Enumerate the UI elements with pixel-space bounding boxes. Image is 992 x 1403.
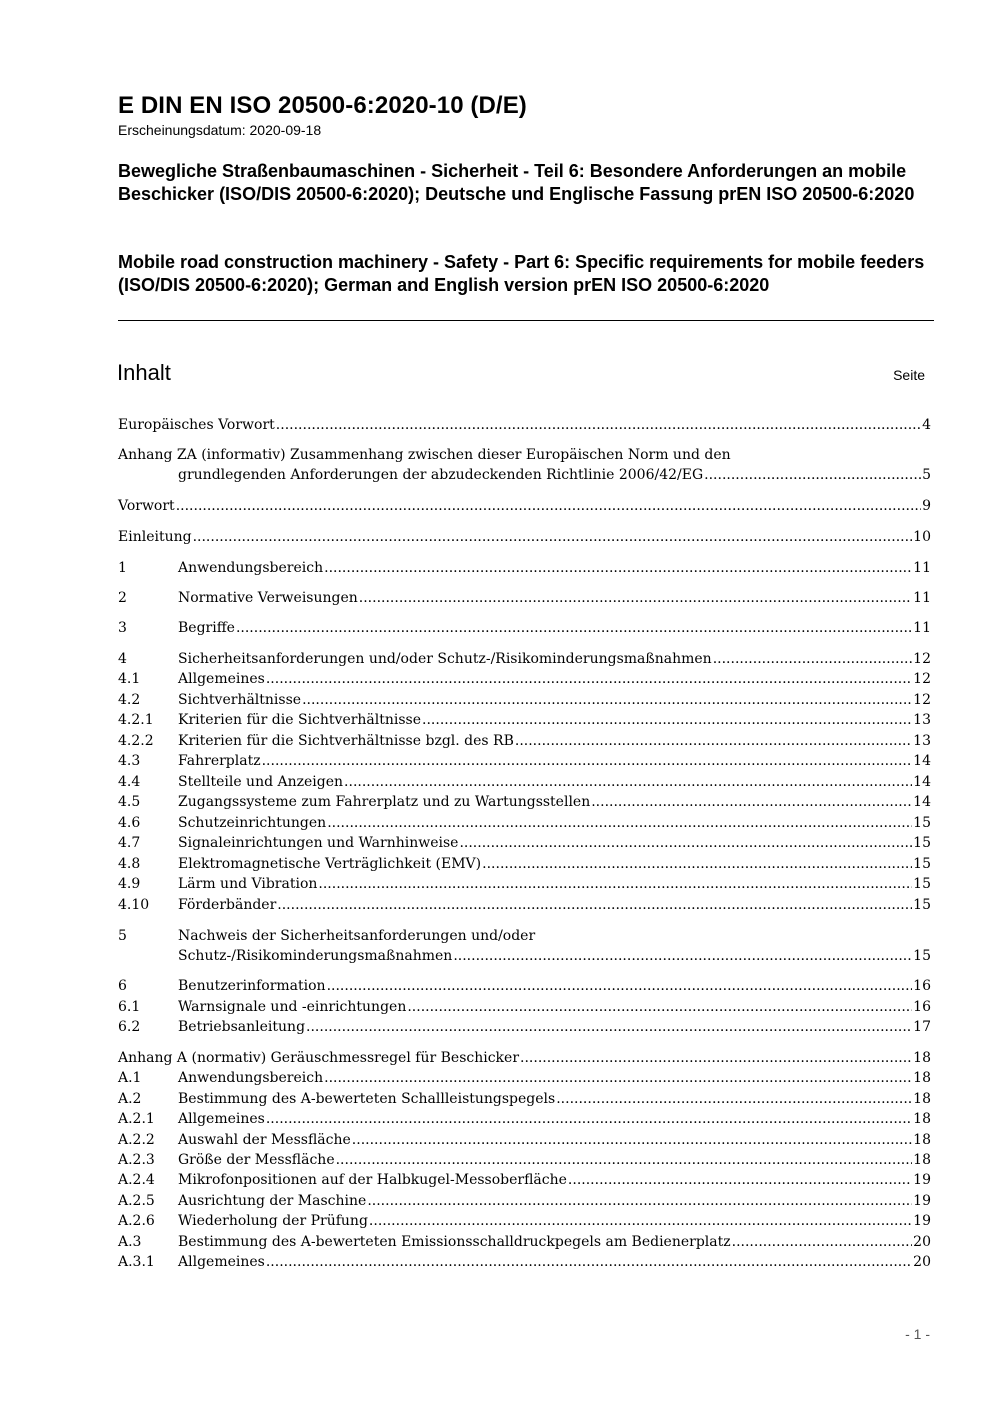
toc-entry-title: Europäisches Vorwort — [118, 417, 275, 433]
toc-entry-page: 11 — [913, 560, 931, 576]
toc-entry-page: 20 — [913, 1234, 931, 1250]
toc-entry-title: Fahrerplatz — [178, 753, 261, 769]
toc-page-column-label: Seite — [893, 367, 925, 383]
toc-entry-number: 4.5 — [118, 794, 141, 810]
toc-leader-dots — [591, 794, 912, 810]
toc-leader-dots — [704, 467, 921, 483]
toc-entry-page: 14 — [913, 774, 931, 790]
toc-entry-title: Betriebsanleitung — [178, 1019, 306, 1035]
toc-entry-title: Begriffe — [178, 620, 235, 636]
toc-entry-number: 4.9 — [118, 876, 141, 892]
toc-entry-title: Anwendungsbereich — [178, 1070, 324, 1086]
toc-entry-page: 18 — [913, 1111, 931, 1127]
toc-entry-number: 4.2.2 — [118, 733, 154, 749]
toc-entry-number: 4.2 — [118, 692, 141, 708]
toc-entry-page: 11 — [913, 590, 931, 606]
toc-leader-dots — [713, 651, 912, 667]
toc-entry-page: 15 — [913, 835, 931, 851]
toc-heading: Inhalt — [117, 360, 171, 385]
toc-entry-title: Benutzerinformation — [178, 978, 326, 994]
toc-entry-page: 15 — [913, 948, 931, 964]
toc-entry-title: Anhang ZA (informativ) Zusammenhang zwischen dieser Europäischen Norm und den — [118, 447, 731, 463]
toc-entry-number: 4.1 — [118, 671, 141, 687]
toc-entry-number: A.3 — [118, 1234, 142, 1250]
toc-leader-dots — [266, 1254, 912, 1270]
toc-entry-title: Auswahl der Messfläche — [178, 1132, 351, 1148]
toc-entry-number: 6 — [118, 978, 127, 994]
toc-entry-page: 14 — [913, 753, 931, 769]
toc-leader-dots — [324, 1070, 912, 1086]
toc-entry-title: Kriterien für die Sichtverhältnisse — [178, 712, 422, 728]
toc-entry-page: 19 — [913, 1213, 931, 1229]
title-german: Bewegliche Straßenbaumaschinen - Sicherheit - Teil 6: Besondere Anforderungen an mobile Beschicker (ISO/DIS 20500-6:2020); Deutsche und Englische Fassung prEN ISO 20500-6:2020 — [118, 161, 915, 204]
toc-entry-title: Mikrofonpositionen auf der Halbkugel-Messoberfläche — [178, 1172, 567, 1188]
toc-entry-page: 10 — [913, 529, 931, 545]
toc-entry-title: Normative Verweisungen — [178, 590, 358, 606]
toc-entry-page: 16 — [913, 999, 931, 1015]
toc-entry-number: A.2.6 — [118, 1213, 155, 1229]
toc-entry-title: Nachweis der Sicherheitsanforderungen und/oder — [178, 928, 536, 944]
toc-entry-page: 12 — [913, 671, 931, 687]
toc-entry-page: 19 — [913, 1193, 931, 1209]
toc-entry-number: A.2 — [118, 1091, 142, 1107]
toc-leader-dots — [515, 733, 912, 749]
toc-entry-number: A.2.5 — [118, 1193, 155, 1209]
toc-leader-dots — [266, 1111, 912, 1127]
toc-entry-page: 5 — [922, 467, 931, 483]
toc-entry-number: 3 — [118, 620, 127, 636]
toc-leader-dots — [453, 948, 912, 964]
toc-entry-title: Größe der Messfläche — [178, 1152, 335, 1168]
toc-entry-number: 4.10 — [118, 897, 150, 913]
toc-entry-number: 1 — [118, 560, 127, 576]
toc-leader-dots — [422, 712, 912, 728]
toc-leader-dots — [352, 1132, 912, 1148]
toc-entry-page: 11 — [913, 620, 931, 636]
toc-leader-dots — [482, 856, 912, 872]
toc-entry-number: 4.8 — [118, 856, 141, 872]
toc-entry-page: 13 — [913, 733, 931, 749]
toc-leader-dots — [262, 753, 913, 769]
toc-entry-title: Anwendungsbereich — [178, 560, 324, 576]
header-divider — [118, 320, 934, 321]
toc-entry-page: 15 — [913, 897, 931, 913]
toc-entry-page: 19 — [913, 1172, 931, 1188]
toc-entry-title: Einleitung — [118, 529, 192, 545]
toc-entry-page: 9 — [922, 498, 931, 514]
toc-entry-title: Bestimmung des A-bewerteten Schallleistungspegels — [178, 1091, 556, 1107]
toc-entry-number: A.2.2 — [118, 1132, 155, 1148]
toc-leader-dots — [336, 1152, 913, 1168]
toc-leader-dots — [302, 692, 912, 708]
toc-entry-number: A.2.3 — [118, 1152, 155, 1168]
toc-entry-number: 5 — [118, 928, 127, 944]
toc-entry-page: 18 — [913, 1050, 931, 1066]
toc-entry-number: A.3.1 — [118, 1254, 155, 1270]
toc-entry-title: Allgemeines — [178, 1111, 265, 1127]
toc-leader-dots — [344, 774, 912, 790]
toc-leader-dots — [369, 1213, 912, 1229]
toc-leader-dots — [327, 815, 912, 831]
toc-entry-page: 16 — [913, 978, 931, 994]
toc-entry-title: Kriterien für die Sichtverhältnisse bzgl. des RB — [178, 733, 514, 749]
toc-entry-number: 4.2.1 — [118, 712, 154, 728]
toc-entry-title: Stellteile und Anzeigen — [178, 774, 344, 790]
toc-entry-number: 4.6 — [118, 815, 141, 831]
toc-leader-dots — [359, 590, 912, 606]
toc-entry-page: 17 — [913, 1019, 931, 1035]
toc-entry-title: Ausrichtung der Maschine — [178, 1193, 367, 1209]
toc-entry-title-continued: Schutz-/Risikominderungsmaßnahmen — [178, 948, 453, 964]
toc-entry-number: 2 — [118, 590, 127, 606]
toc-entry-page: 15 — [913, 876, 931, 892]
toc-entry-title: Förderbänder — [178, 897, 277, 913]
toc-leader-dots — [520, 1050, 912, 1066]
toc-leader-dots — [568, 1172, 912, 1188]
toc-entry-title: Schutzeinrichtungen — [178, 815, 327, 831]
toc-entry-number: 4.3 — [118, 753, 141, 769]
title-english: Mobile road construction machinery - Safety - Part 6: Specific requirements for mobile feeders (ISO/DIS 20500-6:2020); German and English version prEN ISO 20500-6:2020 — [118, 252, 925, 295]
toc-leader-dots — [277, 897, 912, 913]
toc-entry-title: Anhang A (normativ) Geräuschmessregel für Beschicker — [118, 1050, 520, 1066]
toc-entry-title: Zugangssysteme zum Fahrerplatz und zu Wartungsstellen — [178, 794, 591, 810]
toc-entry-title: Allgemeines — [178, 671, 265, 687]
toc-entry-page: 18 — [913, 1070, 931, 1086]
toc-entry-title: Elektromagnetische Verträglichkeit (EMV) — [178, 856, 482, 872]
publication-date: Erscheinungsdatum: 2020-09-18 — [118, 122, 322, 138]
toc-entry-page: 18 — [913, 1091, 931, 1107]
toc-entry-title: Wiederholung der Prüfung — [178, 1213, 368, 1229]
toc-entry-title: Allgemeines — [178, 1254, 265, 1270]
toc-entry-page: 18 — [913, 1132, 931, 1148]
toc-entry-title-continued: grundlegenden Anforderungen der abzudeckenden Richtlinie 2006/42/EG — [178, 467, 704, 483]
toc-entry-title: Sicherheitsanforderungen und/oder Schutz-/Risikominderungsmaßnahmen — [178, 651, 712, 667]
toc-leader-dots — [193, 529, 913, 545]
toc-leader-dots — [176, 498, 921, 514]
toc-entry-page: 12 — [913, 692, 931, 708]
toc-entry-title: Bestimmung des A-bewerteten Emissionsschalldruckpegels am Bedienerplatz — [178, 1234, 731, 1250]
toc-entry-page: 4 — [922, 417, 931, 433]
toc-leader-dots — [556, 1091, 912, 1107]
toc-entry-page: 20 — [913, 1254, 931, 1270]
toc-entry-page: 14 — [913, 794, 931, 810]
toc-entry-number: 4.7 — [118, 835, 141, 851]
toc-entry-number: 6.2 — [118, 1019, 141, 1035]
toc-entry-number: A.2.4 — [118, 1172, 155, 1188]
toc-entry-title: Lärm und Vibration — [178, 876, 318, 892]
toc-entry-number: A.2.1 — [118, 1111, 155, 1127]
toc-leader-dots — [327, 978, 913, 994]
toc-entry-page: 18 — [913, 1152, 931, 1168]
toc-leader-dots — [236, 620, 912, 636]
toc-leader-dots — [732, 1234, 913, 1250]
toc-leader-dots — [276, 417, 921, 433]
toc-entry-number: 4 — [118, 651, 127, 667]
toc-entry-number: 4.4 — [118, 774, 141, 790]
toc-entry-number: A.1 — [118, 1070, 142, 1086]
toc-leader-dots — [306, 1019, 912, 1035]
toc-leader-dots — [318, 876, 912, 892]
toc-entry-page: 15 — [913, 815, 931, 831]
toc-entry-page: 12 — [913, 651, 931, 667]
toc-leader-dots — [266, 671, 912, 687]
toc-leader-dots — [459, 835, 912, 851]
toc-entry-title: Signaleinrichtungen und Warnhinweise — [178, 835, 459, 851]
toc-leader-dots — [324, 560, 912, 576]
toc-entry-title: Vorwort — [118, 498, 175, 514]
page-number: - 1 - — [905, 1326, 930, 1342]
document-id: E DIN EN ISO 20500-6:2020-10 (D/E) — [118, 92, 527, 119]
toc-leader-dots — [367, 1193, 912, 1209]
toc-entry-title: Warnsignale und -einrichtungen — [178, 999, 407, 1015]
toc-entry-page: 13 — [913, 712, 931, 728]
toc-leader-dots — [407, 999, 912, 1015]
toc-entry-number: 6.1 — [118, 999, 141, 1015]
toc-entry-title: Sichtverhältnisse — [178, 692, 302, 708]
toc-entry-page: 15 — [913, 856, 931, 872]
